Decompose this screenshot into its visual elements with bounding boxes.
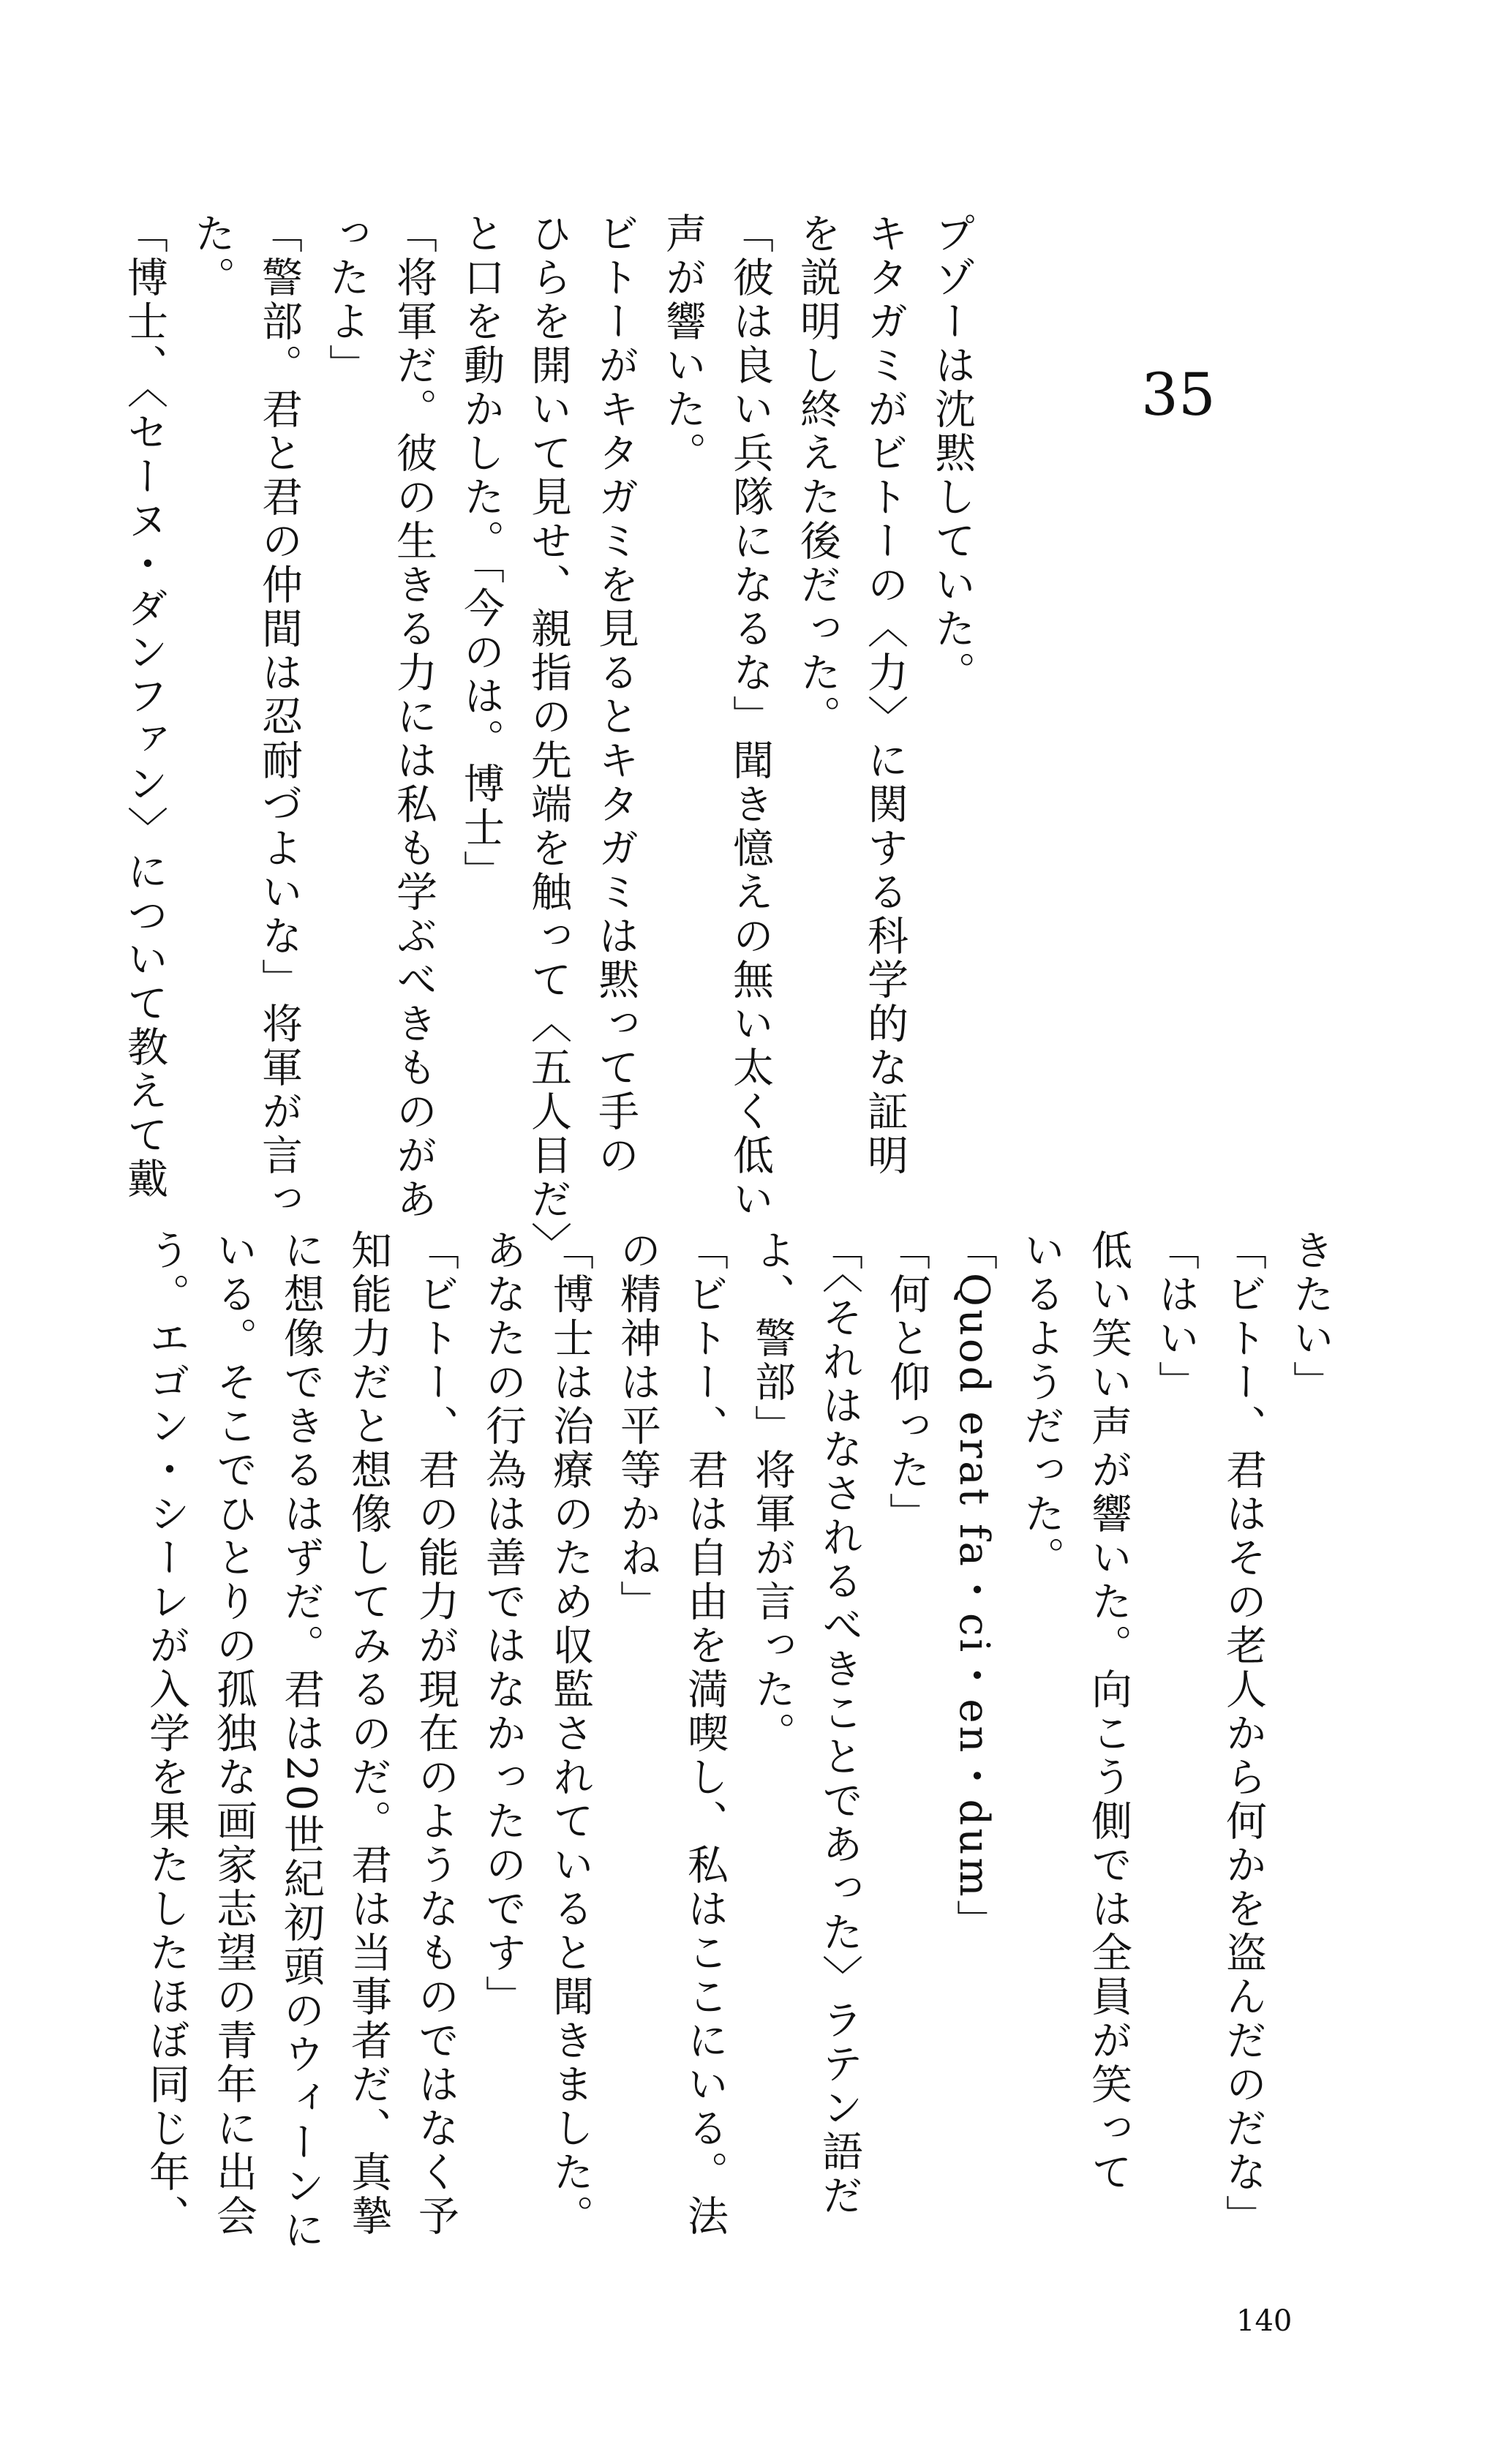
text-column: 「博士、〈セーヌ・ダンファン〉について教えて戴: [121, 212, 168, 1201]
text-column: 「はい」: [1152, 1229, 1200, 1405]
text-column: キタガミがビトーの〈力〉に関する科学的な証明: [861, 212, 909, 1178]
text-column: の精神は平等かね」: [614, 1229, 661, 1624]
text-column: プゾーは沈黙していた。: [928, 212, 976, 695]
text-column: 低い笑い声が響いた。向こう側では全員が笑って: [1085, 1229, 1132, 2195]
text-column: いる。そこでひとりの孤独な画家志望の青年に出会: [210, 1229, 257, 2238]
text-column: 「Quod erat fa・ci・en・dum」: [950, 1229, 998, 1944]
text-column: 「博士は治療のため収監されていると聞きました。: [546, 1229, 594, 2238]
text-block-lower: [132, 1229, 1344, 2264]
text-column: 「彼は良い兵隊になるな」聞き憶えの無い太く低い: [726, 212, 774, 1222]
text-column: きたい」: [1287, 1229, 1334, 1405]
text-column: ひらを開いて見せ、親指の先端を触って〈五人目だ〉: [524, 212, 572, 1266]
text-column: 「将軍だ。彼の生きる力には私も学ぶべきものがあ: [390, 212, 437, 1222]
text-column: う。エゴン・シーレが入学を果たしたほぼ同じ年、: [143, 1229, 190, 2238]
text-column: た。: [188, 212, 236, 300]
text-column: いるようだった。: [1018, 1229, 1065, 1580]
text-column: ったよ」: [323, 212, 370, 388]
text-column: 「ビトー、君はその老人から何かを盗んだのだな」: [1219, 1229, 1267, 2238]
text-column: を説明し終えた後だった。: [794, 212, 841, 739]
text-column: 知能力だと想像してみるのだ。君は当事者だ、真摯: [345, 1229, 392, 2238]
text-column: 「何と仰った」: [883, 1229, 930, 1536]
text-column: 「ビトー、君は自由を満喫し、私はここにいる。法: [681, 1229, 729, 2238]
text-column: よ、警部」将軍が言った。: [748, 1229, 796, 1756]
text-column: 「警部。君と君の仲間は忍耐づよいな」将軍が言っ: [255, 212, 303, 1222]
page-number: 140: [1236, 2304, 1293, 2338]
text-column: 「ビトー、君の能力が現在のようなものではなく予: [412, 1229, 459, 2238]
text-column: あなたの行為は善ではなかったのです」: [479, 1229, 527, 2019]
text-block-upper: [110, 212, 985, 1266]
text-column: に想像できるはずだ。君は20世紀初頭のウィーンに: [277, 1229, 325, 2253]
text-column: ビトーがキタガミを見るとキタガミは黙って手の: [592, 212, 639, 1178]
text-column: 「〈それはなされるべきことであった〉ラテン語だ: [816, 1229, 863, 2218]
chapter-number: 35: [1141, 361, 1216, 429]
text-column: 声が響いた。: [659, 212, 707, 475]
text-column: と口を動かした。「今のは。博士」: [457, 212, 505, 894]
